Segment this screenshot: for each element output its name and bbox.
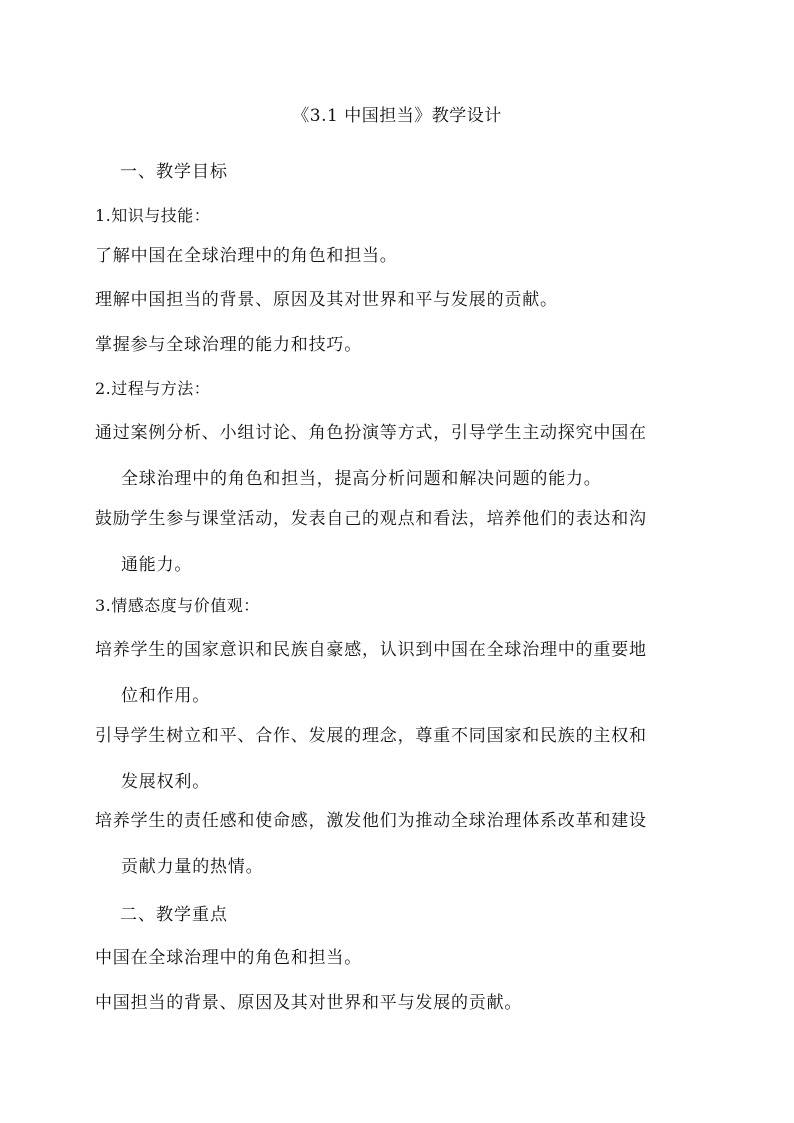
document-title: 《3.1 中国担当》教学设计 xyxy=(292,106,502,126)
knowledge-item-3: 掌握参与全球治理的能力和技巧。 xyxy=(95,335,362,355)
values-item-3-line-1: 培养学生的责任感和使命感，激发他们为推动全球治理体系改革和建设 xyxy=(95,811,647,831)
process-item-1-line-2: 全球治理中的角色和担当，提高分析问题和解决问题的能力。 xyxy=(121,469,602,489)
values-item-2 xyxy=(95,713,695,805)
values-item-2-line-2: 发展权利。 xyxy=(121,772,210,792)
values-item-1-line-2: 位和作用。 xyxy=(121,686,210,706)
values-item-3-line-2: 贡献力量的热情。 xyxy=(121,857,264,877)
values-item-3 xyxy=(95,798,695,890)
section-heading-key-points: 二、教学重点 xyxy=(120,905,228,925)
key-point-item-1: 中国在全球治理中的角色和担当。 xyxy=(95,948,362,968)
section-heading-objectives: 一、教学目标 xyxy=(120,162,228,182)
knowledge-item-2: 理解中国担当的背景、原因及其对世界和平与发展的贡献。 xyxy=(95,290,558,310)
key-point-item-2: 中国担当的背景、原因及其对世界和平与发展的贡献。 xyxy=(95,993,523,1013)
subheading-knowledge-skills: 1.知识与技能： xyxy=(95,206,211,225)
process-item-2-line-2: 通能力。 xyxy=(121,555,193,575)
values-item-1-line-1: 培养学生的国家意识和民族自豪感，认识到中国在全球治理中的重要地 xyxy=(95,640,647,660)
subheading-process-methods: 2.过程与方法： xyxy=(95,379,211,398)
values-item-2-line-1: 引导学生树立和平、合作、发展的理念，尊重不同国家和民族的主权和 xyxy=(95,726,647,746)
knowledge-item-1: 了解中国在全球治理中的角色和担当。 xyxy=(95,246,398,266)
process-item-1-line-1: 通过案例分析、小组讨论、角色扮演等方式，引导学生主动探究中国在 xyxy=(95,423,647,443)
subheading-values: 3.情感态度与价值观： xyxy=(95,596,260,615)
process-item-2 xyxy=(95,496,695,588)
process-item-1 xyxy=(95,410,695,502)
process-item-2-line-1: 鼓励学生参与课堂活动，发表自己的观点和看法，培养他们的表达和沟 xyxy=(95,509,647,529)
values-item-1 xyxy=(95,627,695,719)
